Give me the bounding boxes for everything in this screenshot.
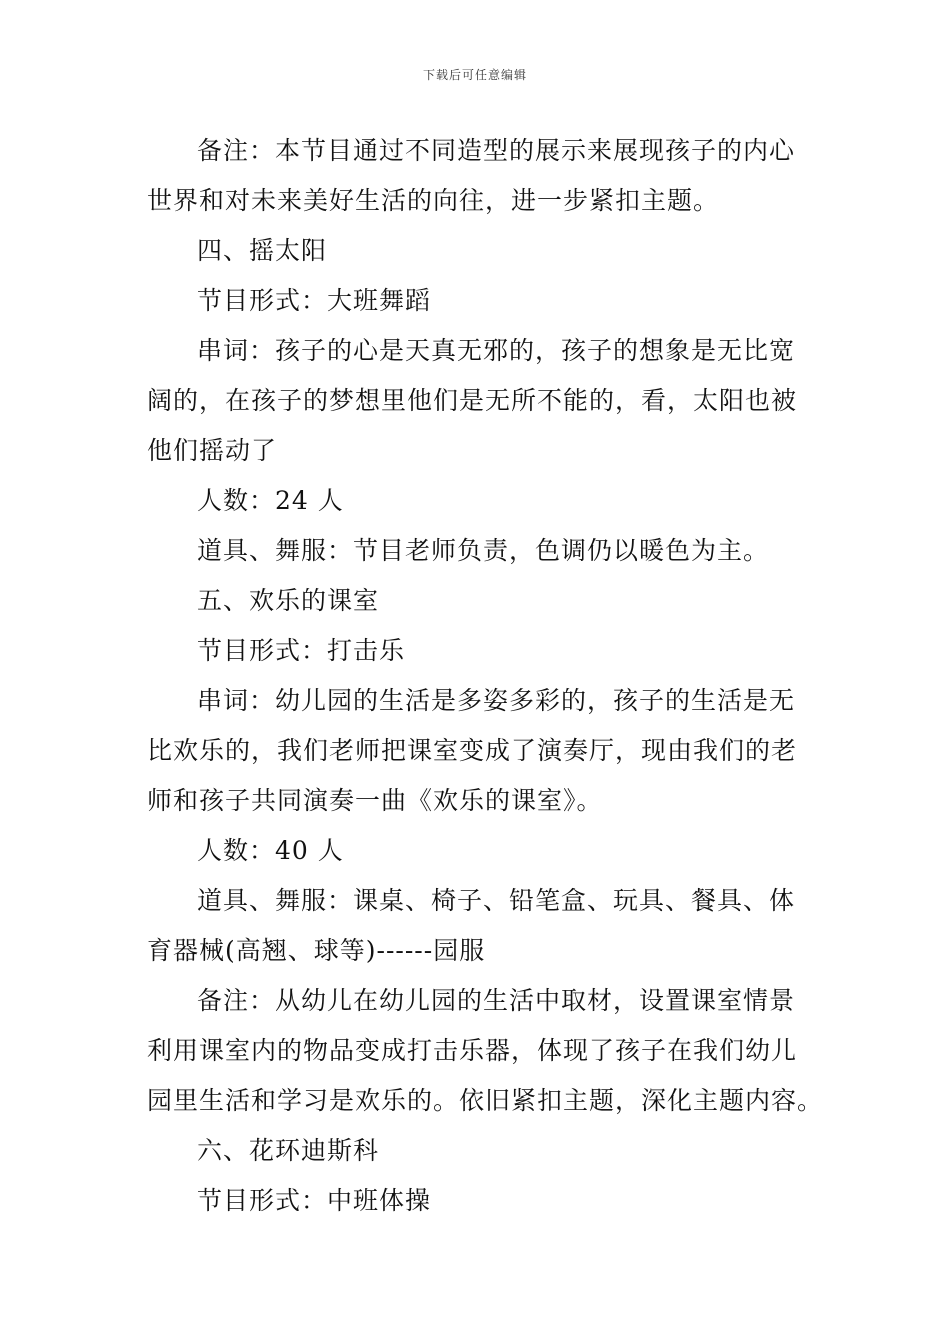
- paragraph-line: 比欢乐的，我们老师把课室变成了演奏厅，现由我们的老: [147, 736, 798, 765]
- paragraph-line: 园里生活和学习是欢乐的。依旧紧扣主题，深化主题内容。: [147, 1086, 824, 1115]
- paragraph-line: 他们摇动了: [147, 436, 278, 465]
- paragraph-line: 人数：24 人: [197, 486, 344, 515]
- paragraph-line: 备注：本节目通过不同造型的展示来展现孩子的内心: [197, 136, 796, 165]
- section-heading: 五、欢乐的课室: [197, 586, 380, 615]
- paragraph-line: 世界和对未来美好生活的向往，进一步紧扣主题。: [147, 186, 720, 215]
- paragraph-line: 备注：从幼儿在幼儿园的生活中取材，设置课室情景: [197, 986, 796, 1015]
- paragraph-line: 阔的，在孩子的梦想里他们是无所不能的，看，太阳也被: [147, 386, 798, 415]
- section-heading: 四、摇太阳: [197, 236, 328, 265]
- paragraph-line: 道具、舞服：课桌、椅子、铅笔盒、玩具、餐具、体: [197, 886, 796, 915]
- paragraph-line: 串词：幼儿园的生活是多姿多彩的，孩子的生活是无: [197, 686, 796, 715]
- paragraph-line: 利用课室内的物品变成打击乐器，体现了孩子在我们幼儿: [147, 1036, 798, 1065]
- document-body: [147, 126, 824, 1226]
- paragraph-line: 育器械(高翘、球等)------园服: [147, 936, 486, 965]
- paragraph-line: 节目形式：大班舞蹈: [197, 286, 432, 315]
- paragraph-line: 道具、舞服：节目老师负责，色调仍以暖色为主。: [197, 536, 770, 565]
- paragraph-line: 人数：40 人: [197, 836, 344, 865]
- paragraph-line: 串词：孩子的心是天真无邪的，孩子的想象是无比宽: [197, 336, 796, 365]
- paragraph-line: 节目形式：打击乐: [197, 636, 406, 665]
- paragraph-line: 师和孩子共同演奏一曲《欢乐的课室》。: [147, 786, 603, 815]
- paragraph-line: 节目形式：中班体操: [197, 1186, 432, 1215]
- page-header: 下载后可任意编辑: [422, 68, 527, 82]
- section-heading: 六、花环迪斯科: [197, 1136, 380, 1165]
